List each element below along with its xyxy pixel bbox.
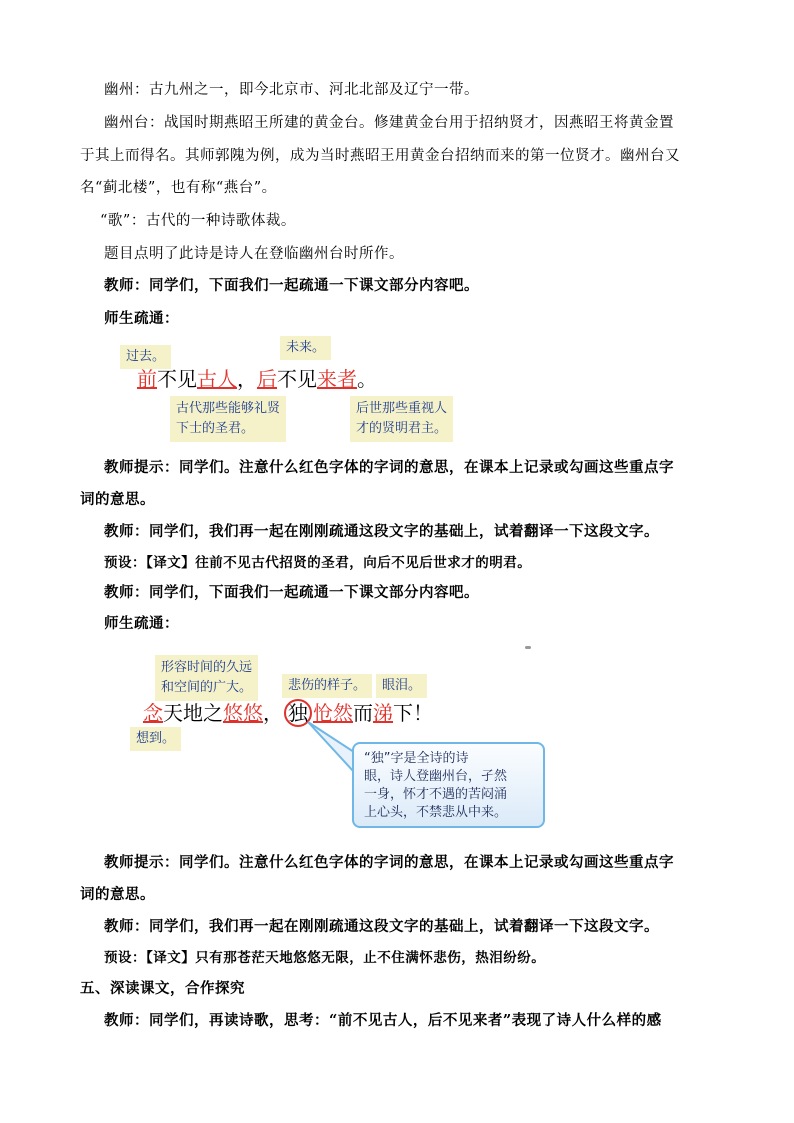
paragraph-yushe-1: 预设：【译文】往前不见古代招贤的圣君，向后不见后世求才的明君。: [104, 555, 532, 571]
keyword-chuangran: 怆然: [313, 701, 353, 725]
keyword-du-circled: 独: [284, 699, 312, 727]
poem-text: 天地之: [163, 701, 223, 725]
poem-text: 。: [357, 367, 377, 391]
note-youyou: [155, 655, 258, 701]
note-hou: 未来。: [280, 336, 331, 360]
paragraph-youzhou: 幽州：古九州之一，即今北京市、河北北部及辽宁一带。: [104, 82, 479, 98]
keyword-laizhe: 来者: [317, 367, 357, 391]
paragraph-shisheng-2: 师生疏通：: [104, 615, 179, 632]
paragraph-youzhoutai-3: 名“蓟北楼”，也有称“燕台”。: [80, 180, 277, 196]
poem-text: ，: [237, 367, 257, 391]
note-line: 下士的圣君。: [176, 421, 255, 436]
stray-mark: [525, 646, 531, 649]
note-line: 后世那些重视人: [356, 401, 448, 416]
paragraph-youzhoutai-1: 幽州台：战国时期燕昭王所建的黄金台。修建黄金台用于招纳贤才，因燕昭王将黄金置: [104, 115, 674, 131]
note-line: 和空间的广大。: [161, 680, 253, 695]
paragraph-hint-1b: 词的意思。: [80, 491, 155, 508]
keyword-youyou: 悠悠: [223, 701, 263, 725]
paragraph-hint-2a: 教师提示：同学们。注意什么红色字体的字词的意思，在课本上记录或勾画这些重点字: [104, 854, 674, 871]
paragraph-shisheng-1: 师生疏通：: [104, 310, 179, 327]
note-line: 古代那些能够礼贤: [176, 401, 281, 416]
paragraph-youzhoutai-2: 于其上而得名。其师郭隗为例，成为当时燕昭王用黄金台招纳而来的第一位贤才。幽州台又: [80, 148, 680, 164]
keyword-ti: 涕: [373, 701, 393, 725]
poem-text: 不见: [157, 367, 197, 391]
keyword-nian: 念: [143, 701, 163, 725]
note-qian: 过去。: [120, 345, 171, 369]
paragraph-hint-2b: 词的意思。: [80, 886, 155, 903]
keyword-qian: 前: [137, 367, 157, 391]
paragraph-teacher-4: 教师：同学们，我们再一起在刚刚疏通这段文字的基础上，试着翻译一下这段文字。: [104, 918, 659, 935]
poem-text: ，: [263, 701, 283, 725]
poem-line-1: [137, 366, 377, 392]
paragraph-teacher-2: 教师：同学们，我们再一起在刚刚疏通这段文字的基础上，试着翻译一下这段文字。: [104, 523, 659, 540]
note-laizhe: [350, 396, 453, 442]
note-ti: 眼泪。: [376, 674, 427, 698]
note-guren: [170, 396, 286, 442]
note-line: 才的贤明君主。: [356, 421, 448, 436]
paragraph-teacher-3: 教师：同学们，下面我们一起疏通一下课文部分内容吧。: [104, 584, 479, 601]
note-nian: 想到。: [130, 727, 181, 751]
paragraph-teacher-5: 教师：同学们，再读诗歌，思考：“前不见古人，后不见来者”表现了诗人什么样的感: [104, 1012, 662, 1029]
section-heading-5: 五、深读课文，合作探究: [80, 980, 245, 997]
paragraph-hint-1a: 教师提示：同学们。注意什么红色字体的字词的意思，在课本上记录或勾画这些重点字: [104, 459, 674, 476]
paragraph-teacher-1: 教师：同学们，下面我们一起疏通一下课文部分内容吧。: [104, 277, 479, 294]
keyword-hou: 后: [257, 367, 277, 391]
poem-line-2: [143, 699, 433, 727]
poem-text: 不见: [277, 367, 317, 391]
paragraph-yushe-2: 预设：【译文】只有那苍茫天地悠悠无限，止不住满怀悲伤，热泪纷纷。: [104, 950, 546, 966]
note-line: 形容时间的久远: [161, 660, 253, 675]
keyword-guren: 古人: [197, 367, 237, 391]
paragraph-title-note: 题目点明了此诗是诗人在登临幽州台时所作。: [104, 246, 404, 262]
poem-text: 而: [353, 701, 373, 725]
callout-du: “独”字是全诗的诗 眼，诗人登幽州台，孑然 一身，怀才不遇的苦闷涌 上心头，不禁悲从中来。: [352, 742, 545, 828]
paragraph-ge: “歌”：古代的一种诗歌体裁。: [100, 213, 296, 229]
note-chuangran: 悲伤的样子。: [282, 674, 372, 698]
poem-text: 下！: [393, 701, 433, 725]
